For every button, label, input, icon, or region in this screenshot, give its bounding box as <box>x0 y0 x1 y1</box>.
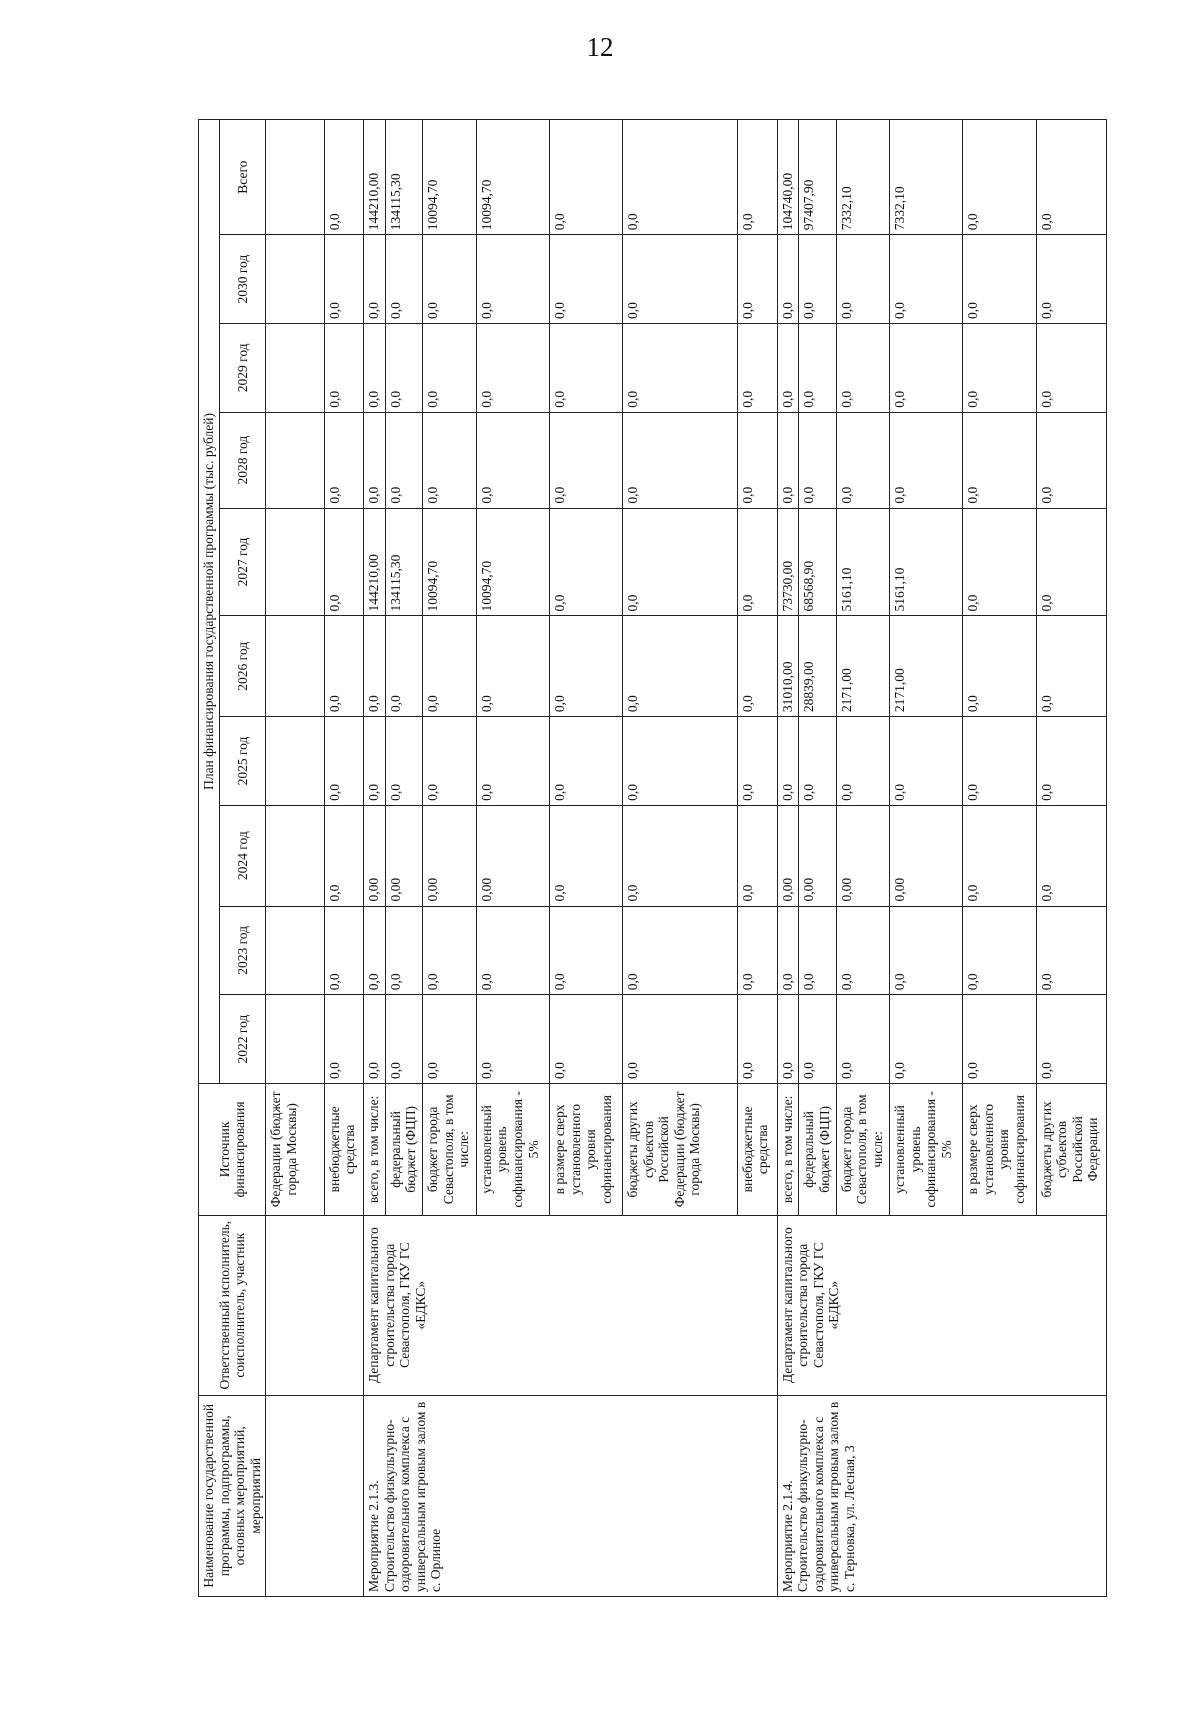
total-cell: 104740,00 <box>777 120 798 235</box>
value-cell: 0,0 <box>324 235 364 324</box>
value-cell: 0,0 <box>476 412 549 508</box>
value-cell: 0,0 <box>890 717 963 806</box>
value-cell: 0,0 <box>799 717 837 806</box>
value-cell: 0,0 <box>799 412 837 508</box>
value-cell: 0,0 <box>423 235 477 324</box>
value-cell: 0,00 <box>423 805 477 906</box>
table-row <box>266 120 324 1597</box>
value-cell: 5161,10 <box>890 508 963 616</box>
value-cell: 0,0 <box>963 616 1036 717</box>
total-cell: 134115,30 <box>385 120 423 235</box>
value-cell: 0,0 <box>385 717 423 806</box>
total-cell: 0,0 <box>550 120 623 235</box>
value-cell: 0,0 <box>364 323 385 412</box>
value-cell: 0,0 <box>1036 323 1106 412</box>
executor-cell: Департамент капитального строительства города Севастополя, ГКУ ГС «ЕДКС» <box>364 1215 777 1395</box>
value-cell: 0,0 <box>737 805 777 906</box>
value-cell: 0,00 <box>777 805 798 906</box>
value-cell: 0,0 <box>623 616 738 717</box>
value-cell: 0,0 <box>836 235 890 324</box>
col-header-year: 2030 год <box>219 235 265 324</box>
value-cell: 0,0 <box>737 508 777 616</box>
total-cell: 97407,90 <box>799 120 837 235</box>
value-cell: 10094,70 <box>476 508 549 616</box>
value-cell: 0,0 <box>1036 805 1106 906</box>
value-cell: 0,0 <box>836 323 890 412</box>
financing-table-wrapper <box>198 119 1106 1597</box>
col-header-year: 2026 год <box>219 616 265 717</box>
value-cell: 0,0 <box>836 995 890 1084</box>
value-cell: 10094,70 <box>423 508 477 616</box>
value-cell: 0,0 <box>737 616 777 717</box>
value-cell: 0,0 <box>476 323 549 412</box>
value-cell: 0,0 <box>623 508 738 616</box>
value-cell: 0,0 <box>550 323 623 412</box>
value-cell: 0,0 <box>799 323 837 412</box>
total-cell: 7332,10 <box>890 120 963 235</box>
value-cell: 0,0 <box>423 616 477 717</box>
value-cell: 0,0 <box>324 323 364 412</box>
value-cell: 0,0 <box>364 616 385 717</box>
source-cell: бюджет города Севастополя, в том числе: <box>836 1083 890 1215</box>
value-cell: 0,0 <box>890 906 963 995</box>
measure-2-1-4 <box>777 120 1106 1597</box>
source-cell: всего, в том числе: <box>364 1083 385 1215</box>
value-cell: 0,0 <box>777 906 798 995</box>
value-cell: 0,00 <box>836 805 890 906</box>
value-cell: 68568,90 <box>799 508 837 616</box>
value-cell: 0,0 <box>423 906 477 995</box>
value-cell: 0,0 <box>364 235 385 324</box>
value-cell: 0,00 <box>890 805 963 906</box>
value-cell: 0,0 <box>836 906 890 995</box>
value-cell: 0,0 <box>890 412 963 508</box>
value-cell: 0,0 <box>550 805 623 906</box>
value-cell: 0,0 <box>777 235 798 324</box>
value-cell: 0,0 <box>737 235 777 324</box>
value-cell: 0,0 <box>385 323 423 412</box>
value-cell: 0,0 <box>799 906 837 995</box>
measure-name-cell: Мероприятие 2.1.4. Строительство физкультурно-оздоровительного комплекса с универсальным игровым залом в с. Терновка, ул. Лесная, 3 <box>777 1395 1106 1596</box>
value-cell: 0,0 <box>385 906 423 995</box>
value-cell: 0,0 <box>550 616 623 717</box>
value-cell: 0,0 <box>890 995 963 1084</box>
col-header-year: 2025 год <box>219 717 265 806</box>
total-cell: 0,0 <box>1036 120 1106 235</box>
value-cell: 0,0 <box>890 235 963 324</box>
col-header-year: 2028 год <box>219 412 265 508</box>
value-cell: 5161,10 <box>836 508 890 616</box>
value-cell: 0,0 <box>777 412 798 508</box>
col-header-total: Всего <box>219 120 265 235</box>
value-cell: 0,0 <box>1036 508 1106 616</box>
value-cell: 0,0 <box>476 235 549 324</box>
value-cell: 0,0 <box>1036 412 1106 508</box>
value-cell: 0,00 <box>476 805 549 906</box>
measure-name-cell: Мероприятие 2.1.3. Строительство физкультурно-оздоровительного комплекса с универсальным игровым залом в с. Орлиное <box>364 1395 777 1596</box>
source-cell: федеральный бюджет (ФЦП) <box>385 1083 423 1215</box>
value-cell: 0,0 <box>476 717 549 806</box>
col-header-source: Источник финансирования <box>199 1083 266 1215</box>
col-header-executor: Ответственный исполнитель, соисполнитель, участник <box>199 1215 266 1395</box>
value-cell: 0,0 <box>364 717 385 806</box>
value-cell: 0,0 <box>385 235 423 324</box>
value-cell: 0,0 <box>423 323 477 412</box>
value-cell: 0,00 <box>385 805 423 906</box>
value-cell: 0,0 <box>963 412 1036 508</box>
value-cell: 0,0 <box>385 995 423 1084</box>
col-header-name: Наименование государственной программы, подпрограммы, основных мероприятий, мероприятий <box>199 1395 266 1596</box>
value-cell: 0,0 <box>777 717 798 806</box>
value-cell: 0,0 <box>550 906 623 995</box>
source-cell: бюджеты других субъектов Российской Федерации (бюджет города Москвы) <box>623 1083 738 1215</box>
col-header-plan: План финансирования государственной программы (тыс. рублей) <box>199 120 220 1084</box>
value-cell: 2171,00 <box>836 616 890 717</box>
value-cell: 0,0 <box>324 412 364 508</box>
value-cell: 0,0 <box>423 717 477 806</box>
value-cell: 73730,00 <box>777 508 798 616</box>
source-cell: всего, в том числе: <box>777 1083 798 1215</box>
value-cell: 28839,00 <box>799 616 837 717</box>
value-cell: 0,0 <box>623 805 738 906</box>
value-cell: 0,0 <box>963 805 1036 906</box>
value-cell: 144210,00 <box>364 508 385 616</box>
value-cell: 0,0 <box>1036 616 1106 717</box>
value-cell: 0,0 <box>623 235 738 324</box>
value-cell: 0,0 <box>737 995 777 1084</box>
financing-table <box>198 119 1107 1597</box>
col-header-year: 2029 год <box>219 323 265 412</box>
value-cell: 0,0 <box>1036 906 1106 995</box>
executor-cell: Департамент капитального строительства города Севастополя, ГКУ ГС «ЕДКС» <box>777 1215 1106 1395</box>
source-cell: установленный уровень софинансирования - 5% <box>476 1083 549 1215</box>
value-cell: 0,0 <box>550 235 623 324</box>
value-cell: 0,0 <box>550 995 623 1084</box>
total-cell: 0,0 <box>963 120 1036 235</box>
executor-cell <box>266 1215 364 1395</box>
value-cell: 0,0 <box>1036 995 1106 1084</box>
value-cell: 0,00 <box>364 805 385 906</box>
col-header-year: 2027 год <box>219 508 265 616</box>
value-cell: 0,0 <box>737 323 777 412</box>
table-row <box>777 120 798 1597</box>
value-cell: 0,0 <box>737 717 777 806</box>
total-cell: 7332,10 <box>836 120 890 235</box>
source-cell: установленный уровень софинансирования - 5% <box>890 1083 963 1215</box>
source-cell: внебюджетные средства <box>737 1083 777 1215</box>
total-cell: 10094,70 <box>476 120 549 235</box>
value-cell: 0,0 <box>1036 235 1106 324</box>
value-cell: 0,0 <box>799 995 837 1084</box>
value-cell: 0,0 <box>836 412 890 508</box>
value-cell: 0,0 <box>963 995 1036 1084</box>
value-cell: 0,0 <box>550 717 623 806</box>
source-cell: внебюджетные средства <box>324 1083 364 1215</box>
total-cell: 144210,00 <box>364 120 385 235</box>
value-cell: 0,0 <box>623 717 738 806</box>
value-cell: 0,0 <box>324 805 364 906</box>
value-cell: 0,0 <box>963 906 1036 995</box>
value-cell: 0,0 <box>385 616 423 717</box>
col-header-year: 2023 год <box>219 906 265 995</box>
source-cell: бюджеты других субъектов Российской Федерации <box>1036 1083 1106 1215</box>
value-cell: 0,00 <box>799 805 837 906</box>
value-cell: 0,0 <box>1036 717 1106 806</box>
total-cell: 0,0 <box>737 120 777 235</box>
source-cell: в размере сверх установленного уровня софинансирования <box>963 1083 1036 1215</box>
value-cell: 0,0 <box>324 508 364 616</box>
value-cell: 0,0 <box>963 323 1036 412</box>
value-cell: 0,0 <box>324 906 364 995</box>
value-cell: 0,0 <box>324 616 364 717</box>
name-cell <box>266 1395 364 1596</box>
value-cell: 2171,00 <box>890 616 963 717</box>
value-cell: 0,0 <box>777 995 798 1084</box>
value-cell: 0,0 <box>476 995 549 1084</box>
value-cell: 0,0 <box>324 995 364 1084</box>
value-cell: 0,0 <box>364 412 385 508</box>
value-cell: 0,0 <box>836 717 890 806</box>
value-cell: 134115,30 <box>385 508 423 616</box>
value-cell: 0,0 <box>623 323 738 412</box>
col-header-year: 2022 год <box>219 995 265 1084</box>
value-cell: 0,0 <box>737 412 777 508</box>
value-cell: 0,0 <box>737 906 777 995</box>
page-number: 12 <box>586 32 614 62</box>
value-cell: 0,0 <box>799 235 837 324</box>
value-cell: 0,0 <box>963 717 1036 806</box>
value-cell: 0,0 <box>476 906 549 995</box>
total-cell: 0,0 <box>623 120 738 235</box>
value-cell: 0,0 <box>550 412 623 508</box>
value-cell: 0,0 <box>963 235 1036 324</box>
table-row <box>364 120 385 1597</box>
value-cell: 0,0 <box>550 508 623 616</box>
source-cell: федеральный бюджет (ФЦП) <box>799 1083 837 1215</box>
col-header-year: 2024 год <box>219 805 265 906</box>
total-cell: 10094,70 <box>423 120 477 235</box>
value-cell: 0,0 <box>364 906 385 995</box>
source-cell: бюджет города Севастополя, в том числе: <box>423 1083 477 1215</box>
value-cell: 0,0 <box>364 995 385 1084</box>
value-cell: 0,0 <box>476 616 549 717</box>
value-cell: 0,0 <box>890 323 963 412</box>
value-cell: 31010,00 <box>777 616 798 717</box>
source-cell: Федерации (бюджет города Москвы) <box>266 1083 324 1215</box>
value-cell: 0,0 <box>623 906 738 995</box>
measure-2-1-3 <box>364 120 777 1597</box>
value-cell: 0,0 <box>623 412 738 508</box>
value-cell: 0,0 <box>324 717 364 806</box>
value-cell: 0,0 <box>623 995 738 1084</box>
value-cell: 0,0 <box>777 323 798 412</box>
value-cell: 0,0 <box>423 995 477 1084</box>
value-cell: 0,0 <box>324 120 364 235</box>
value-cell: 0,0 <box>963 508 1036 616</box>
source-cell: в размере сверх установленного уровня софинансирования <box>550 1083 623 1215</box>
value-cell: 0,0 <box>423 412 477 508</box>
value-cell: 0,0 <box>385 412 423 508</box>
